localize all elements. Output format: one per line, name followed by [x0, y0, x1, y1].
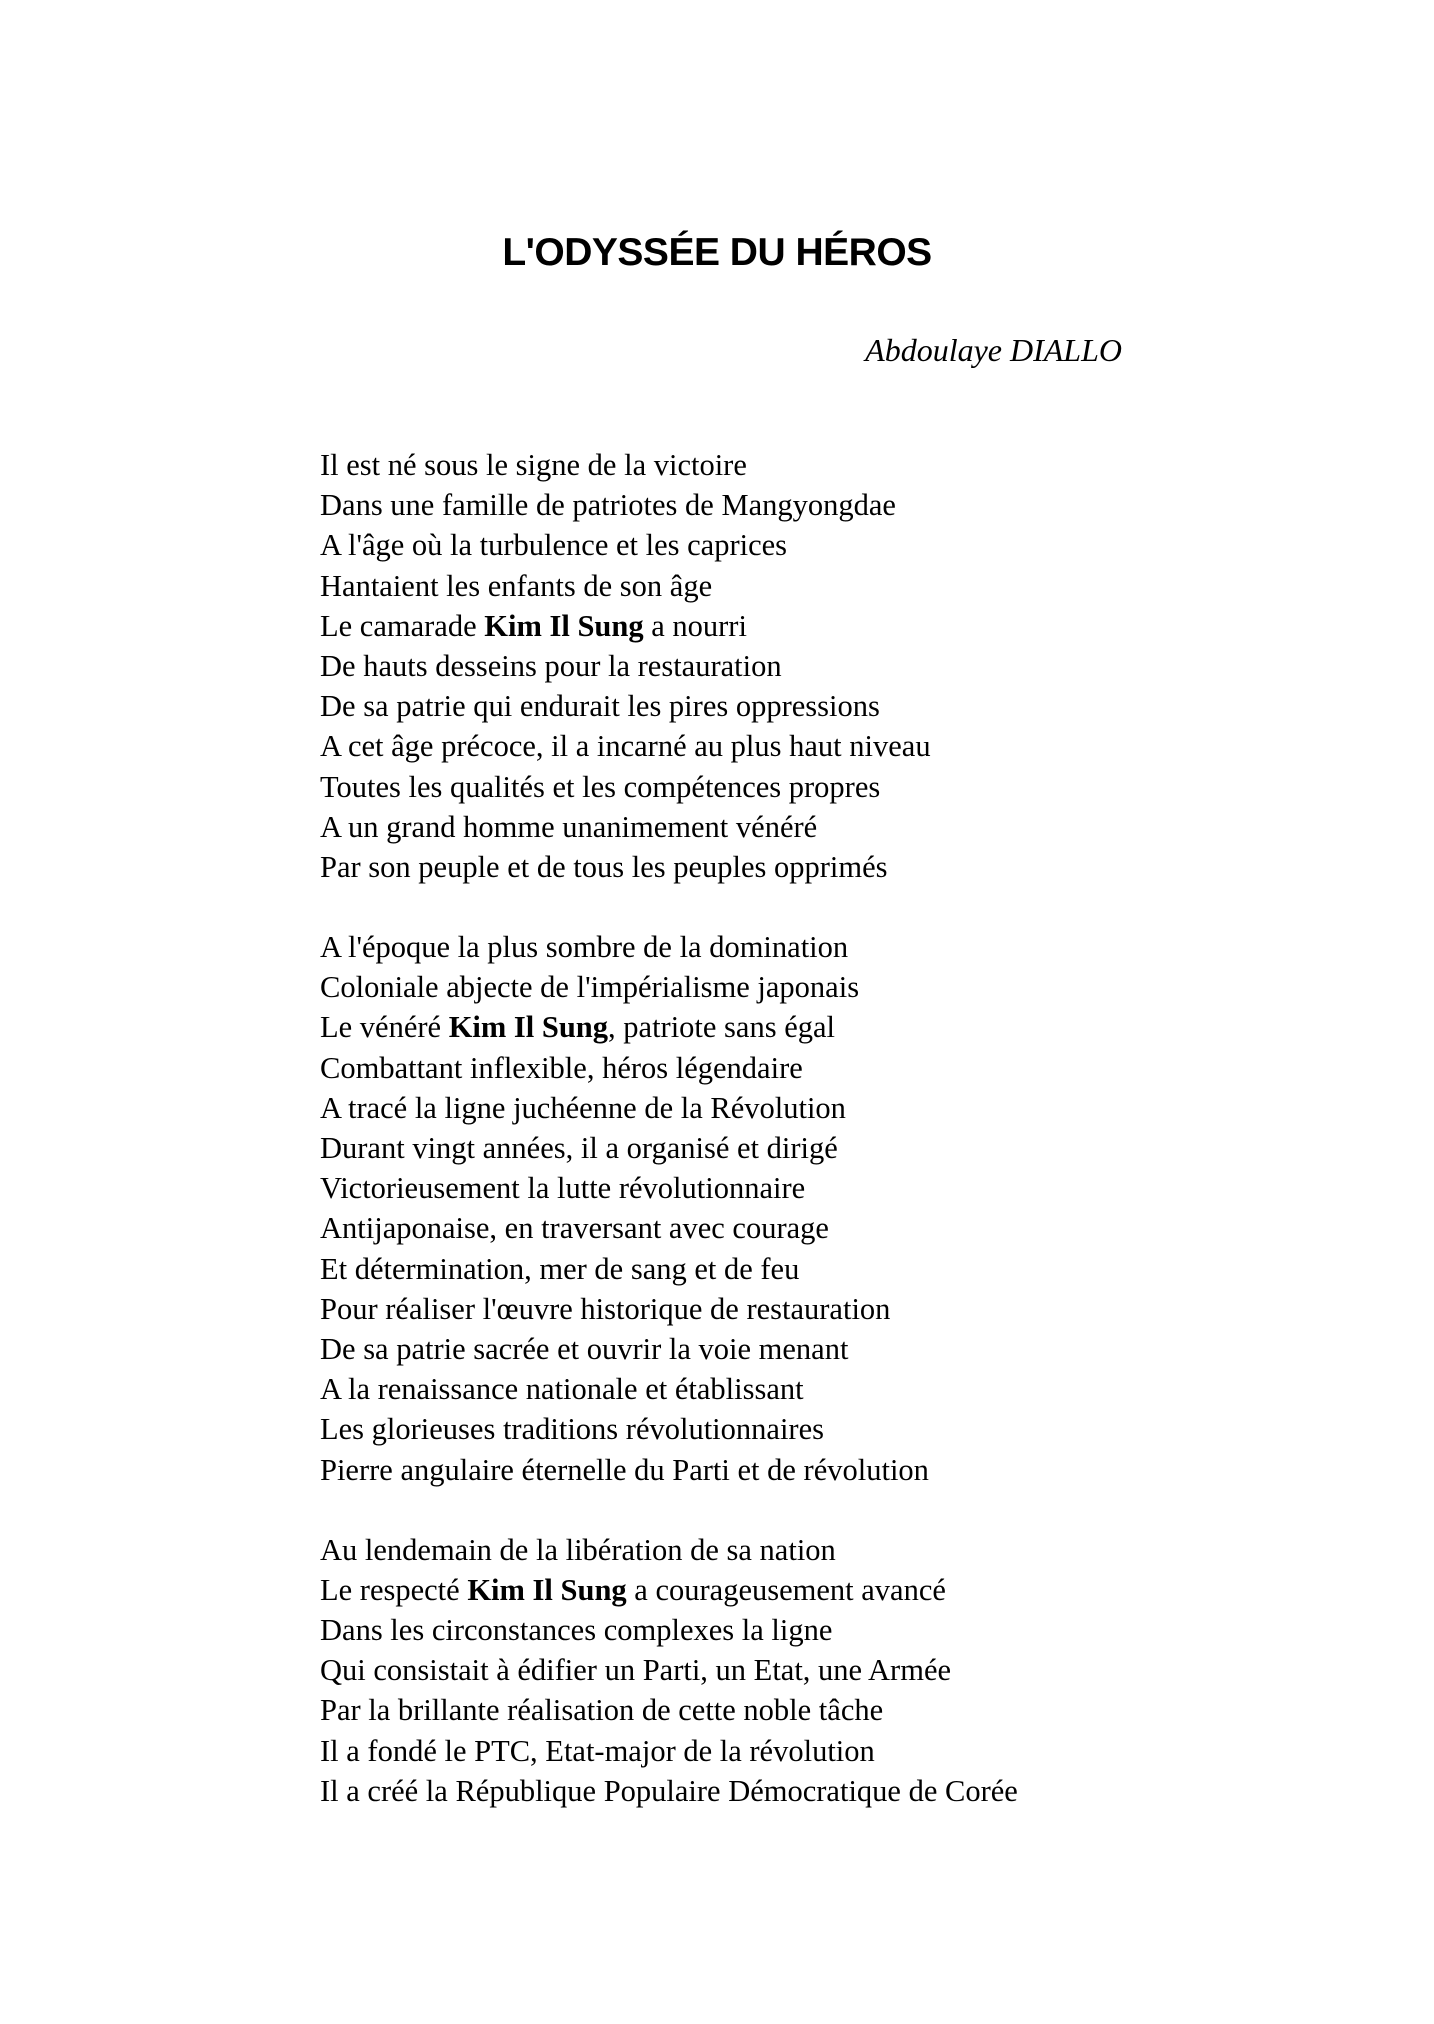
line-text: A l'âge où la turbulence et les caprices [320, 528, 788, 563]
line-text: Le vénéré [320, 1010, 449, 1045]
line-text: Les glorieuses traditions révolutionnaires [320, 1412, 824, 1447]
poem-line [320, 1208, 1320, 1248]
poem-line [320, 1289, 1320, 1329]
emphasized-name: Kim Il Sung [448, 1010, 609, 1045]
line-text: Qui consistait à édifier un Parti, un Etat, une Armée [320, 1653, 952, 1688]
poem-stanza [320, 445, 1320, 887]
emphasized-name: Kim Il Sung [467, 1572, 627, 1607]
line-text: De hauts desseins pour la restauration [320, 648, 782, 683]
poem-title: L'ODYSSÉE DU HÉROS [502, 231, 932, 274]
line-text: A cet âge précoce, il a incarné au plus haut niveau [320, 729, 931, 764]
line-text: Le camarade [320, 608, 485, 643]
line-text: Victorieusement la lutte révolutionnaire [320, 1171, 806, 1206]
line-text: Le respecté [320, 1572, 468, 1607]
line-text: Pierre angulaire éternelle du Parti et de révolution [320, 1452, 929, 1487]
line-text: , patriote sans égal [608, 1010, 836, 1045]
poem-line [320, 1128, 1320, 1168]
poem-line [320, 967, 1320, 1007]
line-text: A la renaissance nationale et établissant [320, 1372, 804, 1407]
poem-stanza [320, 927, 1320, 1490]
line-text: Dans les circonstances complexes la ligne [320, 1613, 833, 1648]
poem-line [320, 606, 1320, 646]
poem-line [320, 847, 1320, 887]
poem-line [320, 525, 1320, 565]
line-text: Toutes les qualités et les compétences propres [320, 769, 881, 804]
poem-line [320, 1570, 1320, 1610]
poem-line [320, 767, 1320, 807]
poem-line [320, 566, 1320, 606]
poem-line [320, 485, 1320, 525]
poem-body [320, 445, 1320, 1811]
line-text: Coloniale abjecte de l'impérialisme japonais [320, 970, 860, 1005]
line-text: De sa patrie sacrée et ouvrir la voie menant [320, 1331, 849, 1366]
poem-line [320, 1249, 1320, 1289]
poem-line [320, 1048, 1320, 1088]
poem-stanza [320, 1530, 1320, 1811]
poem-line [320, 1530, 1320, 1570]
poem-line [320, 807, 1320, 847]
line-text: a courageusement avancé [626, 1572, 946, 1607]
poem-line [320, 1450, 1320, 1490]
poem-line [320, 1369, 1320, 1409]
poem-line [320, 1007, 1320, 1047]
line-text: Et détermination, mer de sang et de feu [320, 1251, 800, 1286]
poem-line [320, 1610, 1320, 1650]
line-text: Antijaponaise, en traversant avec courage [320, 1211, 829, 1246]
poem-line [320, 646, 1320, 686]
line-text: Pour réaliser l'œuvre historique de restauration [320, 1291, 891, 1326]
line-text: Il a fondé le PTC, Etat-major de la révolution [320, 1733, 875, 1768]
line-text: Au lendemain de la libération de sa nation [320, 1532, 836, 1567]
line-text: Par son peuple et de tous les peuples opprimés [320, 849, 888, 884]
line-text: A tracé la ligne juchéenne de la Révolution [320, 1090, 846, 1125]
poem-line [320, 445, 1320, 485]
line-text: De sa patrie qui endurait les pires oppressions [320, 689, 880, 724]
poem-line [320, 927, 1320, 967]
line-text: Par la brillante réalisation de cette noble tâche [320, 1693, 884, 1728]
poem-line [320, 1409, 1320, 1449]
line-text: Durant vingt années, il a organisé et dirigé [320, 1131, 838, 1165]
line-text: A un grand homme unanimement vénéré [320, 809, 818, 844]
poem-line [320, 1650, 1320, 1690]
poem-line [320, 1168, 1320, 1208]
poem-line [320, 1088, 1320, 1128]
poem-line [320, 1771, 1320, 1811]
emphasized-name: Kim Il Sung [484, 608, 644, 643]
poem-line [320, 1329, 1320, 1369]
line-text: Il est né sous le signe de la victoire [320, 448, 747, 482]
line-text: Combattant inflexible, héros légendaire [320, 1050, 803, 1085]
line-text: A l'époque la plus sombre de la domination [320, 930, 849, 965]
poem-line [320, 1731, 1320, 1771]
poem-line [320, 726, 1320, 766]
poem-author: Abdoulaye DIALLO [865, 332, 1122, 368]
poem-line [320, 686, 1320, 726]
line-text: Il a créé la République Populaire Démocratique de Corée [320, 1773, 1018, 1808]
line-text: Dans une famille de patriotes de Mangyongdae [320, 488, 896, 523]
line-text: Hantaient les enfants de son âge [320, 568, 713, 603]
poem-line [320, 1690, 1320, 1730]
line-text: a nourri [643, 608, 747, 643]
